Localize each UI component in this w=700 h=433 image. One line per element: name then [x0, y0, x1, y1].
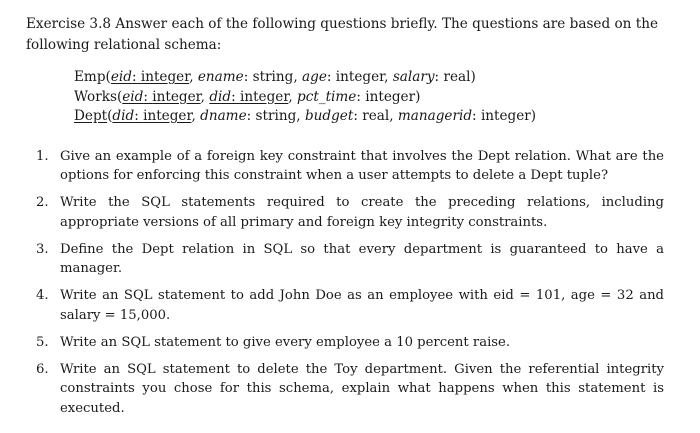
attribute: pct_time: integer [297, 88, 416, 105]
attribute-type: string [255, 108, 297, 124]
question-text: Define the Dept relation in SQL so that every department is guaranteed to have a manager. [60, 241, 664, 277]
attribute-type: integer [365, 88, 416, 105]
relation-name: Works [74, 88, 117, 105]
question-text: Write the SQL statements required to create the preceding relations, including appropriate versions of all primary and foreign key integrity constraints. [60, 195, 664, 230]
attribute: did: integer [209, 88, 289, 105]
attribute: eid: integer [122, 88, 201, 105]
attribute-name: managerid [397, 108, 473, 124]
relation-name: Emp [74, 69, 106, 85]
attribute-name: budget [304, 108, 354, 124]
attribute-type: real [362, 108, 390, 124]
question-item [26, 240, 674, 280]
question-text: Write an SQL statement to give every employee a 10 percent raise. [60, 334, 511, 350]
attribute-name: did [209, 88, 232, 105]
attribute: did: integer [112, 108, 192, 124]
question-item [26, 286, 674, 326]
question-number: 2. [36, 195, 49, 211]
attribute: salary: real [392, 69, 471, 85]
attribute-type: integer [143, 108, 192, 124]
attribute-type: integer [152, 88, 201, 105]
question-number: 4. [36, 288, 49, 304]
attribute-name: ename [197, 69, 244, 85]
attribute: dname: string [200, 108, 297, 124]
question-number: 6. [36, 361, 49, 377]
exercise-label: Exercise 3.8 [26, 16, 112, 32]
attribute: ename: string [197, 69, 294, 85]
exercise-intro-text: Answer each of the following questions briefly. The questions are based on the following relational schema: [26, 16, 659, 53]
attribute-type: real [443, 69, 471, 85]
question-number: 3. [36, 241, 49, 257]
attribute-type: integer [480, 108, 531, 124]
attribute-name: pct_time [297, 88, 357, 105]
relational-schema [74, 68, 674, 127]
question-text: Write an SQL statement to delete the Toy department. Given the referential integrity constraints you chose for this schema, explain what happens when this statement is executed. [60, 361, 664, 417]
schema-relation: Works(eid: integer, did: integer, pct_time: integer) [74, 88, 421, 105]
question-number: 5. [36, 334, 49, 350]
attribute: age: integer [302, 69, 385, 85]
schema-relation: Emp(eid: integer, ename: string, age: integer, salary: real) [74, 69, 476, 85]
relation-name: Dept [74, 108, 108, 124]
attribute: budget: real [304, 108, 390, 124]
attribute: eid: integer [110, 69, 190, 85]
question-item [26, 147, 674, 187]
attribute-type: integer [335, 69, 385, 85]
attribute-name: eid [110, 69, 132, 85]
attribute-type: integer [239, 88, 289, 105]
attribute-type: integer [140, 69, 190, 85]
exercise-intro [26, 14, 674, 56]
question-item [26, 193, 674, 233]
attribute-name: salary [392, 69, 435, 85]
question-list [26, 147, 674, 420]
question-item [26, 333, 674, 353]
question-item [26, 360, 674, 419]
attribute-name: dname [200, 108, 247, 124]
attribute-name: age [302, 69, 327, 85]
question-text: Write an SQL statement to add John Doe as an employee with eid = 101, age = 32 and salary = 15,000. [60, 288, 664, 324]
attribute-name: eid [122, 88, 144, 105]
question-number: 1. [36, 148, 49, 164]
attribute-type: string [252, 69, 294, 85]
question-text: Give an example of a foreign key constraint that involves the Dept relation. What are the options for enforcing this constraint when a user attempts to delete a Dept tuple? [60, 148, 664, 184]
attribute: managerid: integer [397, 108, 531, 124]
attribute-name: did [112, 108, 135, 124]
schema-relation: Dept(did: integer, dname: string, budget: real, managerid: integer) [74, 108, 537, 124]
